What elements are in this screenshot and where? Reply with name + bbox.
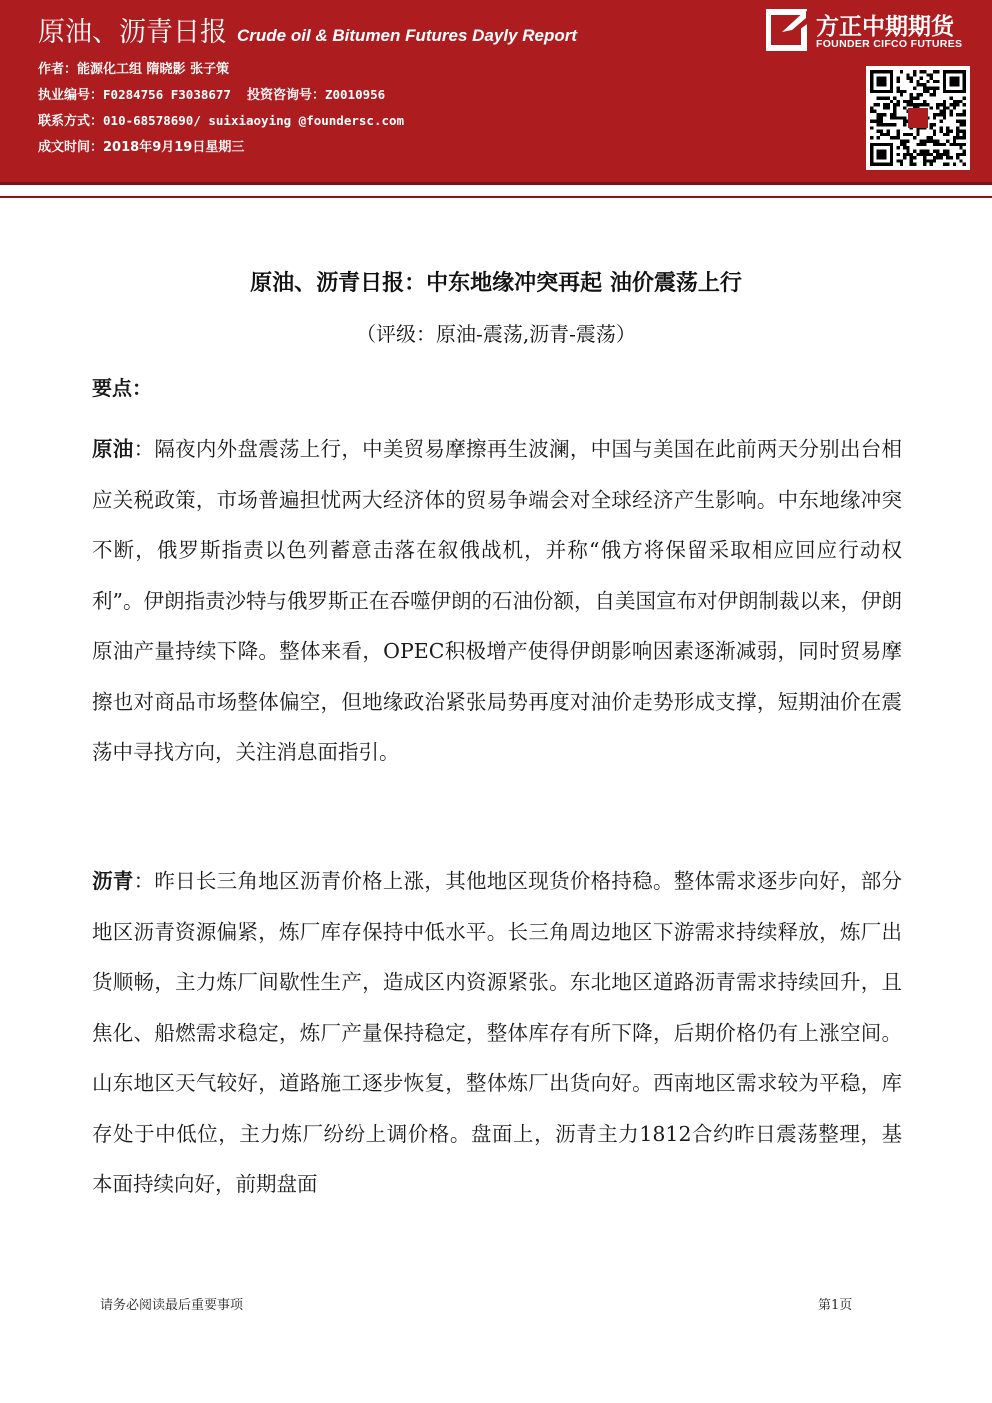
qr-code-icon	[870, 70, 966, 166]
logo-text-en: FOUNDER CIFCO FUTURES	[816, 38, 963, 50]
keypoints-heading: 要点：	[92, 376, 152, 400]
contact-line	[38, 110, 404, 129]
report-header	[0, 0, 992, 182]
header-title	[38, 10, 577, 50]
header-title-cn: 原油、沥青日报	[38, 17, 227, 48]
date-value: 2018年9月19日星期三	[103, 140, 245, 155]
bitumen-text: ：昨日长三角地区沥青价格上涨，其他地区现货价格持稳。整体需求逐步向好，部分地区沥青资源偏紧，炼厂库存保持中低水平。长三角周边地区下游需求持续释放，炼厂出货顺畅，主力炼厂间歇性生产，造成区内资源紧张。东北地区道路沥青需求持续回升，且焦化、船燃需求稳定，炼厂产量保持稳定，整体库存有所下降，后期价格仍有上涨空间。山东地区天气较好，道路施工逐步恢复，整体炼厂出货向好。西南地区需求较为平稳，库存处于中低位，主力炼厂纷纷上调价格。盘面上，沥青主力1812合约昨日震荡整理，基本面持续向好，前期盘面	[92, 869, 903, 1196]
date-line	[38, 136, 244, 155]
author-value: 能源化工组 隋晓影 张子策	[77, 62, 230, 77]
bitumen-lead: 沥青	[92, 869, 134, 893]
founder-logo-icon	[766, 8, 810, 54]
crude-oil-paragraph	[92, 424, 902, 778]
header-title-en: Crude oil & Bitumen Futures Dayly Report	[237, 26, 578, 45]
license-line	[38, 84, 385, 103]
bitumen-paragraph	[92, 856, 902, 1210]
crude-oil-text: ：隔夜内外盘震荡上行，中美贸易摩擦再生波澜，中国与美国在此前两天分别出台相应关税政策，市场普遍担忧两大经济体的贸易争端会对全球经济产生影响。中东地缘冲突不断，俄罗斯指责以色列蓄意击落在叙俄战机，并称“俄方将保留采取相应回应行动权利”。伊朗指责沙特与俄罗斯正在吞噬伊朗的石油份额，自美国宣布对伊朗制裁以来，伊朗原油产量持续下降。整体来看，OPEC积极增产使得伊朗影响因素逐渐减弱，同时贸易摩擦也对商品市场整体偏空，但地缘政治紧张局势再度对油价走势形成支撑，短期油价在震荡中寻找方向，关注消息面指引。	[92, 437, 903, 764]
page-number: 第1页	[818, 1298, 853, 1313]
logo-text-cn: 方正中期期货	[816, 14, 954, 40]
author-line	[38, 58, 229, 77]
date-label: 成文时间：	[38, 140, 104, 155]
crude-oil-lead: 原油	[92, 437, 134, 461]
advisory-label: 投资咨询号：	[246, 88, 325, 103]
qr-code	[866, 66, 970, 170]
contact-label: 联系方式：	[38, 114, 104, 129]
author-label: 作者：	[38, 62, 78, 77]
footer-notice: 请务必阅读最后重要事项	[100, 1298, 244, 1313]
founder-logo	[766, 6, 988, 56]
license-label: 执业编号：	[38, 88, 104, 103]
header-divider-thin	[0, 196, 992, 198]
advisory-value: Z0010956	[324, 87, 386, 102]
header-divider	[0, 182, 992, 185]
rating-line: （评级：原油-震荡,沥青-震荡）	[356, 322, 636, 346]
license-value: F0284756 F3038677	[103, 87, 231, 102]
contact-value: 010-68578690/ suixiaoying @foundersc.com	[103, 113, 405, 128]
report-title: 原油、沥青日报：中东地缘冲突再起 油价震荡上行	[250, 271, 742, 296]
